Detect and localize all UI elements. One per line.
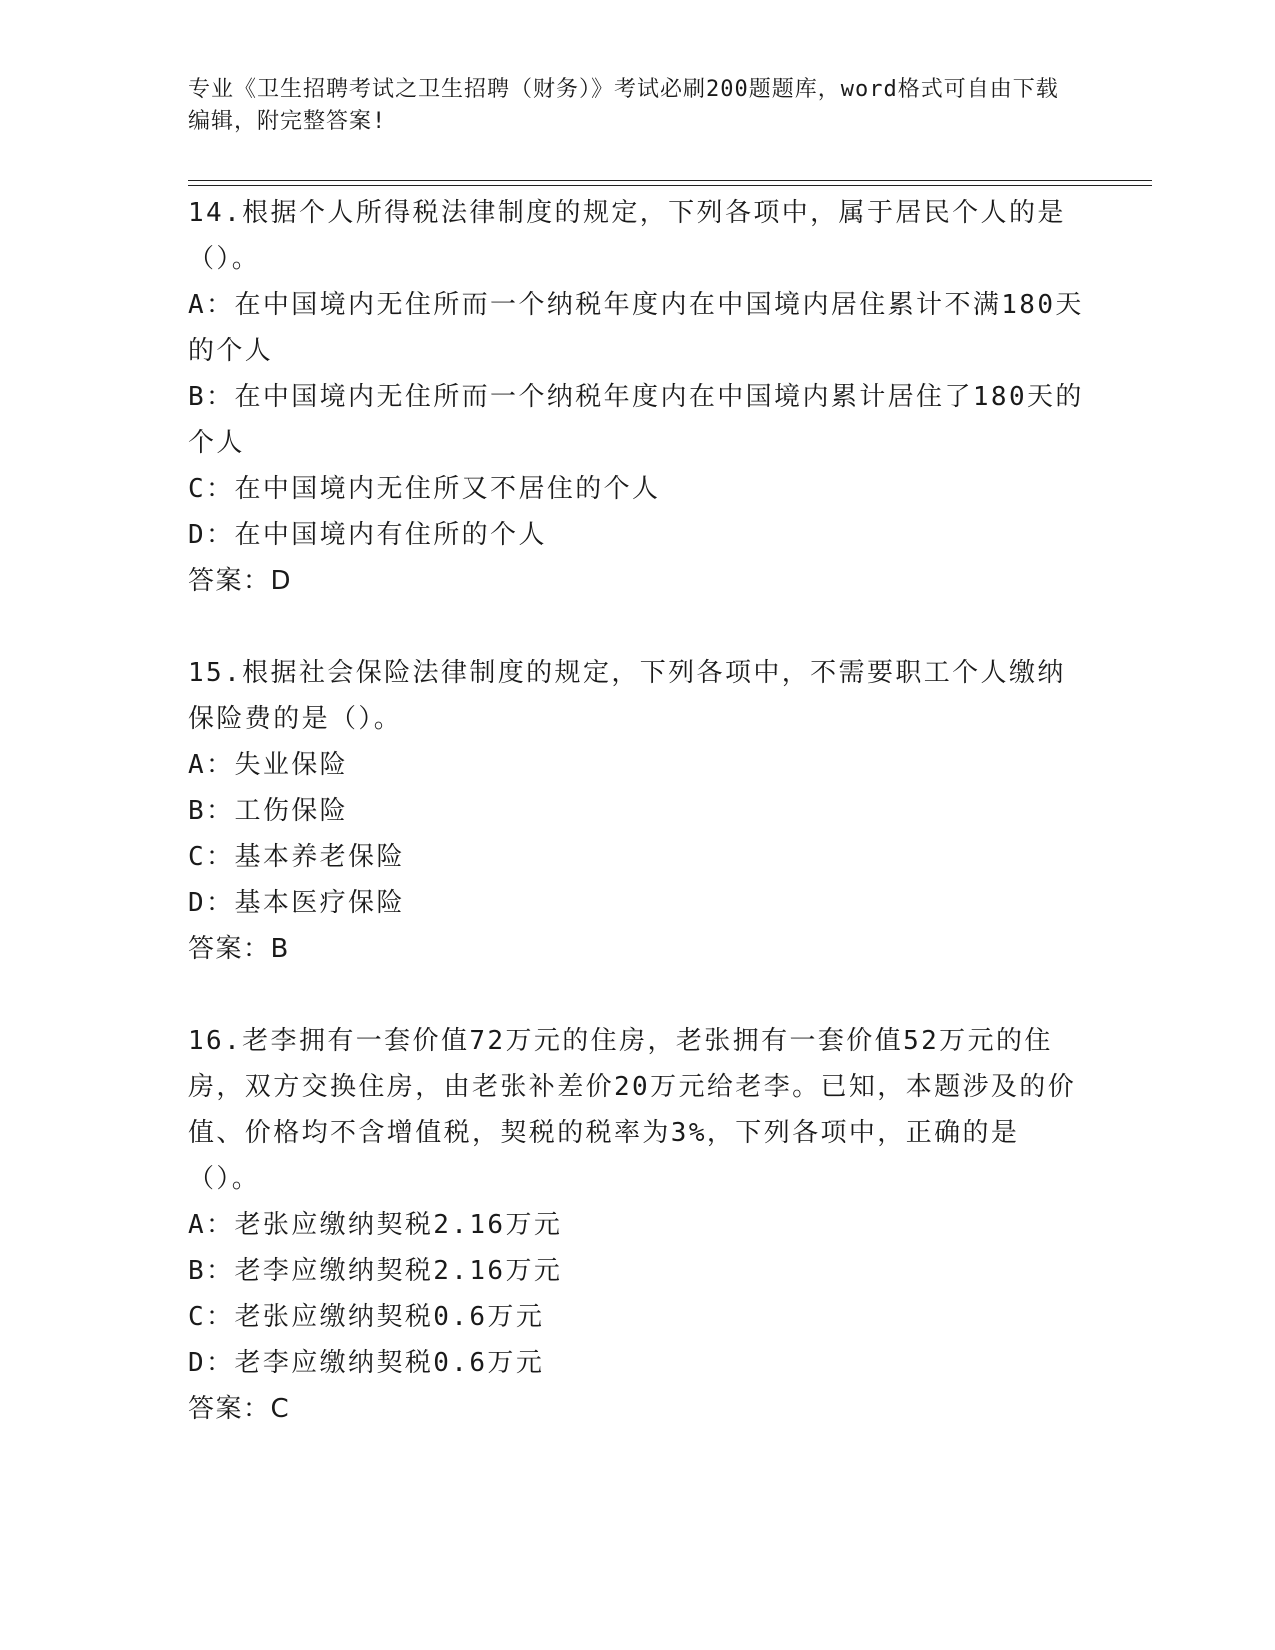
option-d: D：基本医疗保险 — [188, 888, 405, 918]
option-c: C：基本养老保险 — [188, 842, 405, 872]
question-stem: 15.根据社会保险法律制度的规定，下列各项中，不需要职工个人缴纳保险费的是（）。 — [188, 658, 1066, 734]
question-stem: 16.老李拥有一套价值72万元的住房，老张拥有一套价值52万元的住房，双方交换住房，由老张补差价20万元给老李。已知，本题涉及的价值、价格均不含增值税，契税的税率为3%，下列各项中，正确的是（）。 — [188, 1026, 1077, 1194]
header-divider-top — [188, 180, 1152, 181]
question-list — [188, 190, 1088, 1478]
option-a: A：失业保险 — [188, 750, 349, 780]
option-c: C：在中国境内无住所又不居住的个人 — [188, 474, 661, 504]
option-d: D：老李应缴纳契税0.6万元 — [188, 1348, 545, 1378]
question-stem: 14.根据个人所得税法律制度的规定，下列各项中，属于居民个人的是（）。 — [188, 198, 1066, 274]
option-c: C：老张应缴纳契税0.6万元 — [188, 1302, 545, 1332]
answer-label: 答案：B — [188, 934, 290, 964]
option-a: A：在中国境内无住所而一个纳税年度内在中国境内居住累计不满180天的个人 — [188, 290, 1084, 366]
option-b: B：工伤保险 — [188, 796, 349, 826]
option-a: A：老张应缴纳契税2.16万元 — [188, 1210, 563, 1240]
option-d: D：在中国境内有住所的个人 — [188, 520, 547, 550]
header-divider-bottom — [188, 185, 1152, 186]
answer-label: 答案：C — [188, 1394, 291, 1424]
question-14 — [188, 190, 1088, 604]
document-header: 专业《卫生招聘考试之卫生招聘（财务）》考试必刷200题题库，word格式可自由下载编辑，附完整答案! — [188, 77, 1059, 134]
question-15 — [188, 650, 1088, 972]
option-b: B：在中国境内无住所而一个纳税年度内在中国境内累计居住了180天的个人 — [188, 382, 1084, 458]
answer-label: 答案：D — [188, 566, 293, 596]
question-16 — [188, 1018, 1088, 1432]
option-b: B：老李应缴纳契税2.16万元 — [188, 1256, 563, 1286]
